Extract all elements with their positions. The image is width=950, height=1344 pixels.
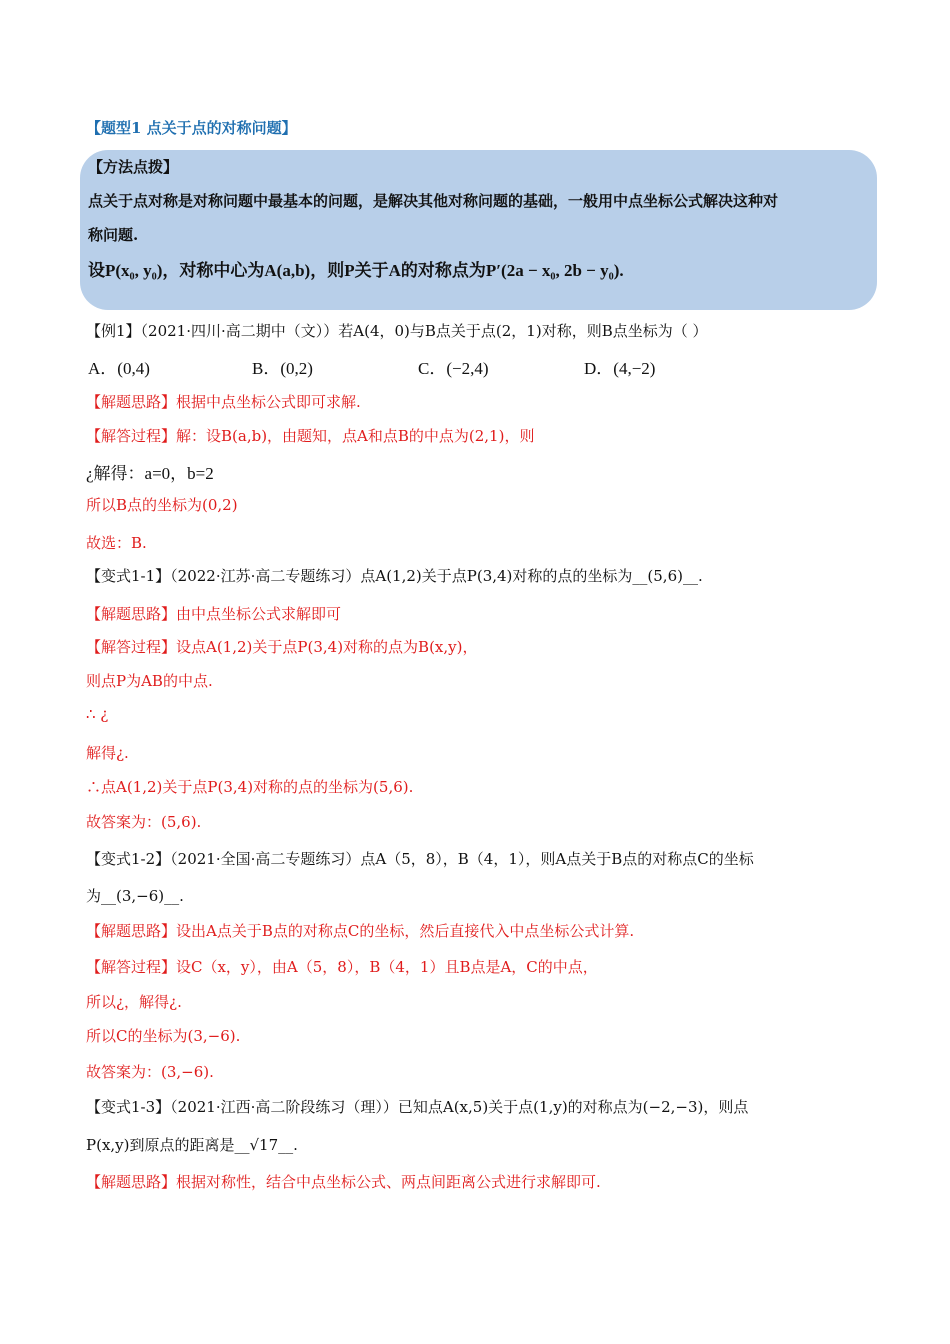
variant1-answer: 故答案为：(5,6). [86, 813, 202, 831]
section-title: 【题型1 点关于点的对称问题】 [86, 119, 297, 137]
example1-option-b: B．(0,2) [252, 359, 313, 378]
method-tip-box [80, 150, 877, 310]
variant2-line-3: 所以C的坐标为(3,−6). [86, 1027, 241, 1045]
example1-question: 【例1】（2021·四川·高二期中（文））若A(4，0)与B点关于点(2，1)对称，则B点坐标为（ ） [86, 322, 708, 340]
example1-solved: ¿解得：a=0，b=2 [86, 464, 214, 483]
variant1-line-4: 解得¿. [86, 744, 129, 762]
variant1-process: 【解答过程】设点A(1,2)关于点P(3,4)对称的点为B(x,y)， [86, 638, 478, 656]
variant3-question-line-2: P(x,y)到原点的距离是__√17__. [86, 1136, 298, 1154]
example1-option-c: C．(−2,4) [418, 359, 489, 378]
variant2-idea: 【解题思路】设出A点关于B点的对称点C的坐标，然后直接代入中点坐标公式计算. [86, 922, 635, 940]
variant1-line-2: 则点P为AB的中点. [86, 672, 213, 690]
example1-process: 【解答过程】解：设B(a,b)，由题知，点A和点B的中点为(2,1)，则 [86, 427, 535, 445]
variant1-idea: 【解题思路】由中点坐标公式求解即可 [86, 605, 342, 623]
variant2-question-line-1: 【变式1-2】（2021·全国·高二专题练习）点A（5，8），B（4，1），则A点关于B点的对称点C的坐标 [86, 850, 754, 868]
example1-result: 所以B点的坐标为(0,2) [86, 496, 238, 514]
method-label: 【方法点拨】 [88, 158, 179, 176]
example1-answer: 故选：B. [86, 534, 147, 552]
variant2-answer: 故答案为：(3,−6). [86, 1063, 214, 1081]
variant2-question-line-2: 为__(3,−6)__. [86, 887, 184, 905]
method-line-3: 设P(x₀, y₀)，对称中心为A(a,b)，则P关于A的对称点为P′(2a − x₀, 2b − y₀). [88, 261, 624, 280]
variant1-line-3: ∴ ¿ [86, 705, 109, 723]
example1-option-a: A．(0,4) [88, 359, 150, 378]
variant2-line-2: 所以¿，解得¿. [86, 993, 182, 1011]
variant2-process: 【解答过程】设C（x，y），由A（5，8），B（4，1）且B点是A，C的中点， [86, 958, 598, 976]
variant1-line-5: ∴点A(1,2)关于点P(3,4)对称的点的坐标为(5,6). [86, 778, 414, 796]
example1-option-d: D．(4,−2) [584, 359, 656, 378]
variant3-idea: 【解题思路】根据对称性，结合中点坐标公式、两点间距离公式进行求解即可. [86, 1173, 601, 1191]
variant3-question-line-1: 【变式1-3】（2021·江西·高二阶段练习（理））已知点A(x,5)关于点(1,y)的对称点为(−2,−3)，则点 [86, 1098, 749, 1116]
variant1-question: 【变式1-1】（2022·江苏·高二专题练习）点A(1,2)关于点P(3,4)对称的点的坐标为__(5,6)__. [86, 567, 703, 585]
example1-idea: 【解题思路】根据中点坐标公式即可求解. [86, 393, 361, 411]
method-line-1: 点关于点对称是对称问题中最基本的问题，是解决其他对称问题的基础，一般用中点坐标公式解决这种对 [88, 192, 779, 210]
method-line-2: 称问题. [88, 226, 139, 244]
